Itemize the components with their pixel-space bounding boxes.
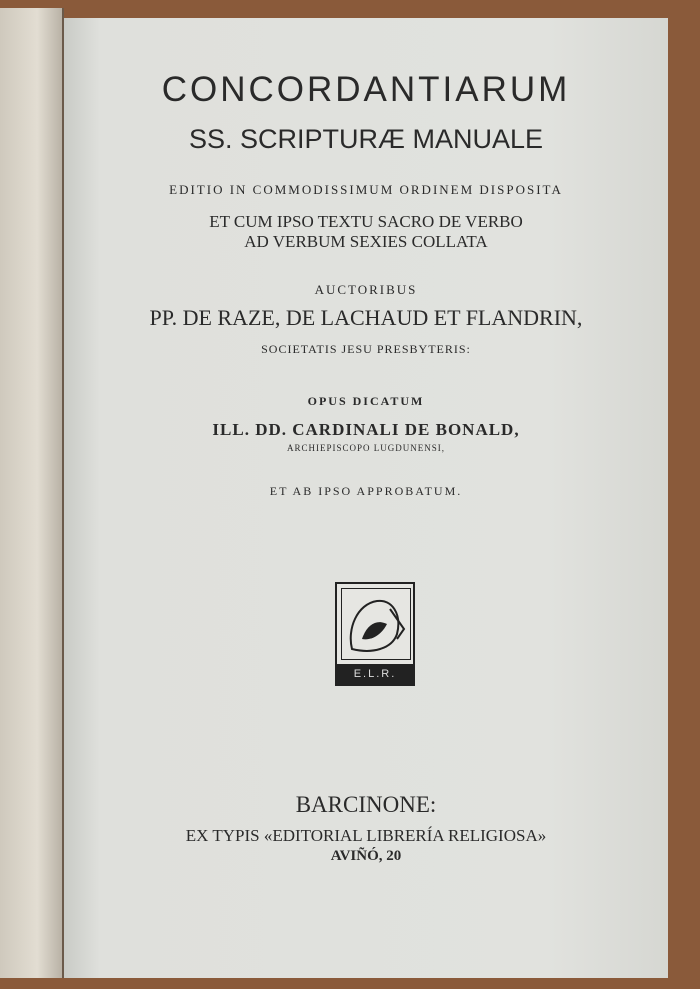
dedicatee-title: ARCHIEPISCOPO LUGDUNENSI, [286,443,445,453]
edition-line: EDITIO IN COMMODISSIMUM ORDINEM DISPOSITA [169,182,563,197]
logo-illustration-icon [341,588,411,660]
publisher: EX TYPIS «EDITORIAL LIBRERÍA RELIGIOSA» [185,826,547,845]
book-subtitle: SS. SCRIPTURÆ MANUALE [188,124,544,154]
publisher-logo [335,582,415,686]
authors: PP. DE RAZE, DE LACHAUD ET FLANDRIN, [149,305,583,330]
publication-place: BARCINONE: [295,792,437,817]
auctoribus-label: AUCTORIBUS [314,282,418,297]
book-title: CONCORDANTIARUM [161,70,571,109]
publisher-address: AVIÑÓ, 20 [330,848,402,864]
left-page-edge [0,8,64,978]
description-line-2: AD VERBUM SEXIES COLLATA [244,232,488,251]
dedication-label: OPUS DICATUM [307,394,425,408]
authors-description: SOCIETATIS JESU PRESBYTERIS: [261,342,471,356]
dedicatee: ILL. DD. CARDINALI DE BONALD, [212,420,520,439]
title-page [64,18,668,978]
approval-line: ET AB IPSO APPROBATUM. [269,484,463,498]
description-line-1: ET CUM IPSO TEXTU SACRO DE VERBO [209,212,523,231]
logo-text: E.L.R. [337,664,413,684]
